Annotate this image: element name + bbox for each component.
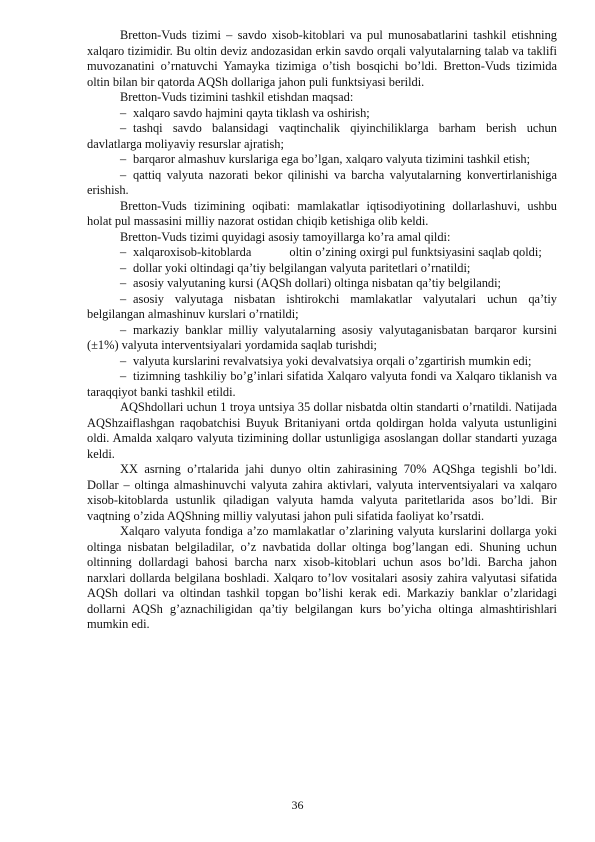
dash-marker: – xyxy=(120,105,127,120)
paragraph-gold-standard: AQShdollari uchun 1 troya untsiya 35 dollar nisbatda oltin standarti o’rnatildi. Natijada AQShzaiflashgan raqobatchisi Buyuk Britaniyani ortda qoldirgan holda valyuta ustunligini oldi. Amalda xalqaro valyuta tizimining dollar ustunligiga asoslangan dollar standarti yuzaga keldi. xyxy=(87,400,557,461)
list-item: – asosiy valyutaga nisbatan ishtirokchi mamlakatlar valyutalari uchun qa’tiy belgilangan almashinuv kurslari o’rnatildi; xyxy=(87,291,557,321)
dash-marker: – xyxy=(120,152,127,166)
dash-marker: – xyxy=(120,369,127,383)
dash-marker: – xyxy=(120,245,127,259)
list-item: – valyuta kurslarini revalvatsiya yoki devalvatsiya orqali o’zgartirish mumkin edi; xyxy=(120,353,532,368)
list-item: – qattiq valyuta nazorati bekor qilinishi va barcha valyutalarning konvertirlanishiga erishish. xyxy=(87,167,557,197)
list-item: – tashqi savdo balansidagi vaqtinchalik qiyinchiliklarga barham berish uchun davlatlarga moliyaviy resurslar ajratish; xyxy=(87,121,557,151)
dash-marker: – xyxy=(120,322,127,337)
dash-marker: – xyxy=(120,167,127,182)
paragraph-consequence: Bretton-Vuds tizimining oqibati: mamlakatlar iqtisodiyotining dollarlashuvi, ushbu holat pul massasini milliy nazorat ostidan chiqib ketishiga olib keldi. xyxy=(87,198,557,228)
list-item: – xalqaroxisob-kitoblarda oltin o’zining oxirgi pul funktsiyasini saqlab qoldi; xyxy=(120,245,542,259)
list-item: – barqaror almashuv kurslariga ega bo’lgan, xalqaro valyuta tizimini tashkil etish; xyxy=(120,152,531,166)
list-item: – asosiy valyutaning kursi (AQSh dollari) oltinga nisbatan qa’tiy belgilandi; xyxy=(120,276,501,290)
paragraph-intro: Bretton-Vuds tizimi – savdo xisob-kitoblari va pul munosabatlarini tashkil etishning xalqaro tizimidir. Bu oltin deviz andozasidan erkin savdo orqali valyutalarning talab va taklifi muvozanatini o’rnatuvchi Yamayka tizimiga o’tish bosqichi bo’ldi. Bretton-Vuds tizimida oltin bilan bir qatorda AQSh dollariga jahon puli funktsiyasi berildi. xyxy=(87,28,557,89)
principles-list xyxy=(87,245,557,400)
paragraph-principles-heading: Bretton-Vuds tizimi quyidagi asosiy tamoyillarga ko’ra amal qildi: xyxy=(120,229,451,244)
list-item: – tizimning tashkiliy bo’g’inlari sifatida Xalqaro valyuta fondi va Xalqaro tiklanish va taraqqiyot banki tashkil etildi. xyxy=(87,369,557,399)
paragraph-gold-reserves: XX asrning o’rtalarida jahi dunyo oltin zahirasining 70% AQShga tegishli bo’ldi. Dollar – oltinga almashinuvchi valyuta zahira aktivlari, valyuta interventsiyalari va xalqaro xisob-kitoblarda ustunlik qiladigan valyuta hamda valyuta paritetlarida asos bo’ldi. Bir vaqtning o’zida AQShning milliy valyutasi jahon puli sifatida faoliyat ko’rsatdi. xyxy=(87,462,557,523)
page-number: 36 xyxy=(291,798,304,812)
dash-marker: – xyxy=(120,291,127,306)
list-item: – xalqaro savdo hajmini qayta tiklash va oshirish; xyxy=(120,105,370,120)
dash-marker: – xyxy=(120,353,127,368)
dash-marker: – xyxy=(120,260,127,275)
dash-marker: – xyxy=(120,276,127,290)
paragraph-goals-heading: Bretton-Vuds tizimini tashkil etishdan maqsad: xyxy=(120,90,354,104)
list-item: – markaziy banklar milliy valyutalarning asosiy valyutaganisbatan barqaror kursini (±1%) valyuta interventsiyalari yordamida saqlab turishdi; xyxy=(87,322,557,352)
goals-list xyxy=(87,106,557,199)
dash-marker: – xyxy=(120,121,127,135)
list-item: – dollar yoki oltindagi qa’tiy belgilangan valyuta paritetlari o’rnatildi; xyxy=(120,260,471,275)
paragraph-imf-members: Xalqaro valyuta fondiga a’zo mamlakatlar o’zlarining valyuta kurslarini dollarga yoki oltinga nisbatan belgiladilar, o’z navbatida dollar oltinga bog’langan edi. Shuning uchun oltinning dollardagi bahosi barcha narx xisob-kitoblari uchun asos bo’ldi. Barcha jahon narxlari dollarda belgilana boshladi. Xalqaro to’lov vositalari asosiy zahira valyutasi sifatida AQSh dollari va oltindan tashkil topgan bo’lishi kerak edi. Markaziy banklar o’zlaridagi dollarni AQSh g’aznachiligidan qa’tiy belgilangan kurs bo’yicha oltinga almashtirishlari mumkin edi. xyxy=(87,524,557,631)
document-page xyxy=(87,28,557,633)
